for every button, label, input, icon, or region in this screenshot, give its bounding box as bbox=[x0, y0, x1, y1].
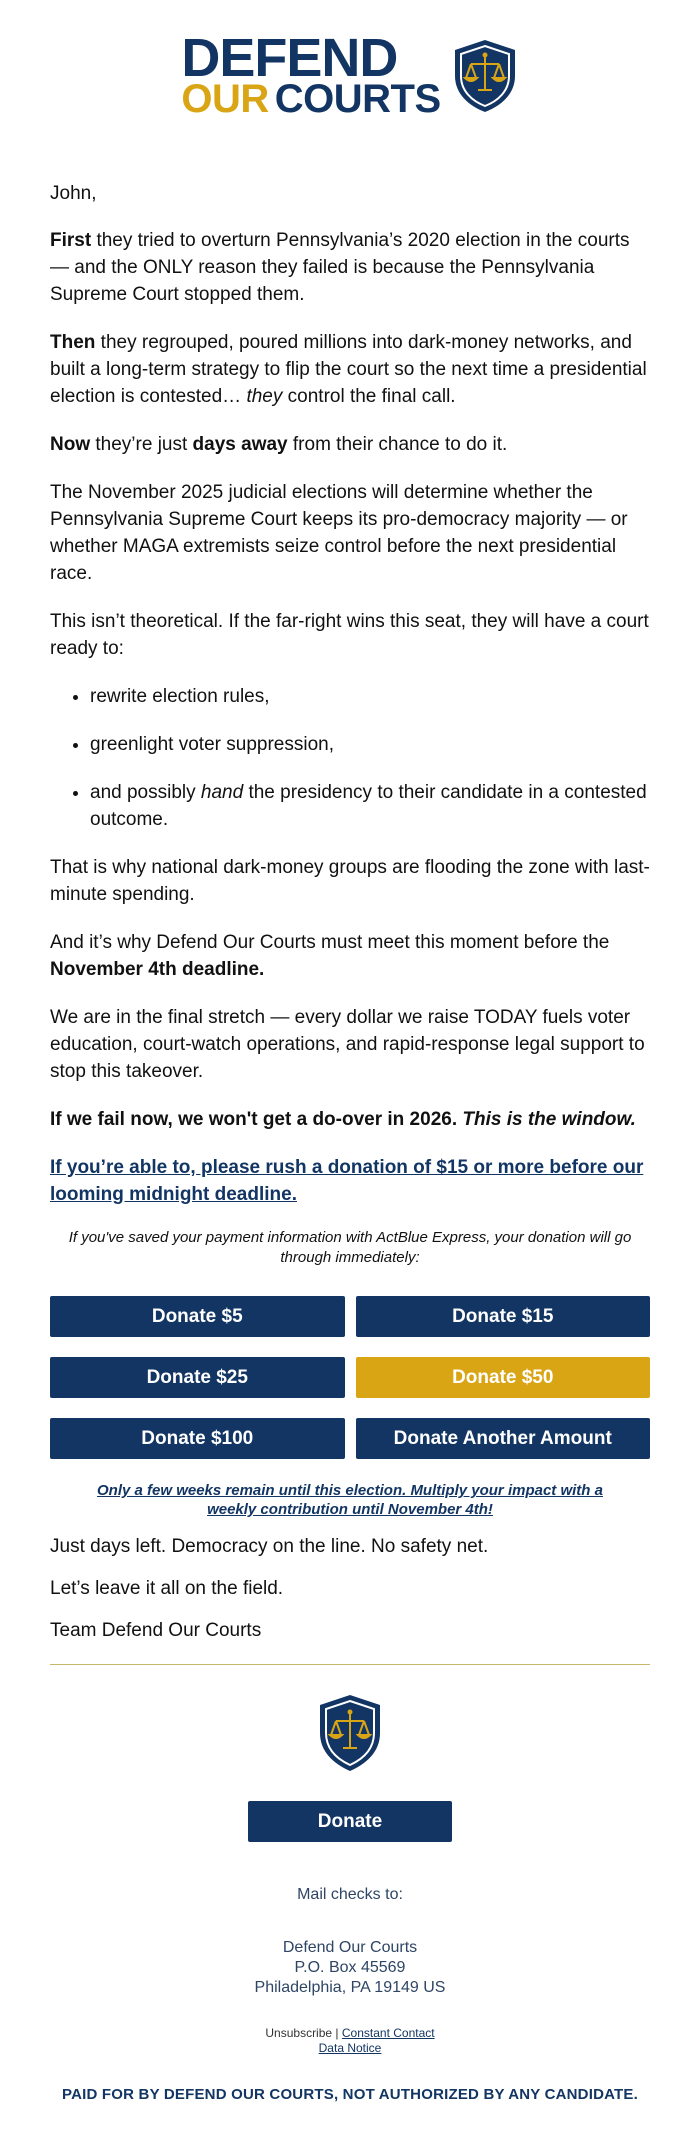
donate-25-button[interactable]: Donate $25 bbox=[50, 1357, 345, 1398]
weekly-contribution-link[interactable]: Only a few weeks remain until this election. Multiply your impact with a weekly contribution until November 4th! bbox=[97, 1482, 603, 1518]
paragraph-elections: The November 2025 judicial elections will determine whether the Pennsylvania Supreme Court keeps its pro-democracy majority — or whether MAGA extremists seize control before the next presidential race. bbox=[50, 482, 628, 584]
footer-donate-button[interactable]: Donate bbox=[248, 1801, 452, 1842]
data-notice-link[interactable]: Data Notice bbox=[318, 2041, 382, 2055]
actblue-note: If you've saved your payment information with ActBlue Express, your donation will go through immediately: bbox=[68, 1229, 632, 1266]
donate-15-button[interactable]: Donate $15 bbox=[356, 1296, 651, 1337]
p3-bold: days away bbox=[192, 434, 288, 455]
list-item bbox=[90, 779, 650, 833]
closing-line-2: Let’s leave it all on the field. bbox=[50, 1578, 284, 1599]
mail-checks-label: Mail checks to: bbox=[297, 1886, 403, 1903]
footer-donate-wrap bbox=[0, 1801, 700, 1842]
p2-lead: Then bbox=[50, 332, 96, 353]
list-item: • rewrite election rules, bbox=[90, 683, 650, 710]
address-org: Defend Our Courts bbox=[282, 1939, 418, 1956]
logo-courts: COURTS bbox=[274, 77, 441, 122]
logo-our-courts bbox=[181, 77, 441, 122]
paragraph-dark-money: That is why national dark-money groups are flooding the zone with last-minute spending. bbox=[50, 857, 650, 905]
logo-wordmark bbox=[181, 27, 441, 122]
unsubscribe-text[interactable]: Unsubscribe bbox=[265, 2026, 333, 2040]
logo-defend: DEFEND bbox=[181, 27, 398, 88]
p9-bold-italic: This is the window. bbox=[462, 1109, 636, 1130]
paragraph-first bbox=[50, 227, 650, 308]
paragraph-final-stretch: We are in the final stretch — every dollar we raise TODAY fuels voter education, court-watch operations, and rapid-response legal support to stop this takeover. bbox=[50, 1007, 645, 1082]
email-body bbox=[0, 180, 700, 1665]
address-po-box: P.O. Box 45569 bbox=[294, 1959, 406, 1976]
p3-lead: Now bbox=[50, 434, 91, 455]
header-logo bbox=[0, 0, 700, 122]
donate-50-button[interactable]: Donate $50 bbox=[356, 1357, 651, 1398]
mailing-address bbox=[0, 1938, 700, 1998]
bullet3-italic: hand bbox=[200, 782, 244, 803]
p7-bold: November 4th deadline. bbox=[50, 959, 265, 980]
link-separator: | bbox=[335, 2026, 339, 2040]
footer-links bbox=[0, 2026, 700, 2056]
p3-end: from their chance to do it. bbox=[287, 434, 508, 455]
paid-for-disclaimer: PAID FOR BY DEFEND OUR COURTS, NOT AUTHORIZED BY ANY CANDIDATE. bbox=[62, 2086, 638, 2103]
closing-line-1: Just days left. Democracy on the line. No safety net. bbox=[50, 1536, 489, 1557]
p1-text: they tried to overturn Pennsylvania’s 2020 election in the courts — and the ONLY reason they failed is because the Pennsylvania Supreme Court stopped them. bbox=[50, 230, 630, 305]
threat-list bbox=[50, 683, 650, 833]
signoff: Team Defend Our Courts bbox=[50, 1620, 262, 1641]
bullet3-post: the presidency to their candidate in a contested outcome. bbox=[90, 782, 647, 830]
footer-divider bbox=[50, 1664, 650, 1665]
paragraph-theoretical: This isn’t theoretical. If the far-right wins this seat, they will have a court ready to: bbox=[50, 611, 649, 659]
p7-pre: And it’s why Defend Our Courts must meet this moment before the bbox=[50, 932, 610, 953]
donate-100-button[interactable]: Donate $100 bbox=[50, 1418, 345, 1459]
shield-scales-icon bbox=[451, 38, 519, 114]
donate-button-grid bbox=[50, 1296, 650, 1459]
p1-lead: First bbox=[50, 230, 92, 251]
p2-text: they regrouped, poured millions into dark-money networks, and built a long-term strategy to flip the court so the next time a presidential election is contested… bbox=[50, 332, 647, 407]
logo-our: OUR bbox=[181, 77, 269, 122]
donate-other-amount-button[interactable]: Donate Another Amount bbox=[356, 1418, 651, 1459]
p3-mid: they’re just bbox=[90, 434, 193, 455]
list-item: • greenlight voter suppression, bbox=[90, 731, 650, 758]
p2-italic: they bbox=[246, 386, 283, 407]
paragraph-now bbox=[50, 431, 650, 458]
paragraph-deadline bbox=[50, 929, 650, 983]
address-city: Philadelphia, PA 19149 US bbox=[254, 1979, 446, 1996]
paragraph-window bbox=[50, 1106, 650, 1133]
p9-bold: If we fail now, we won't get a do-over in 2026. bbox=[50, 1109, 463, 1130]
footer-logo bbox=[0, 1693, 700, 1773]
donate-cta-link[interactable]: If you’re able to, please rush a donation of $15 or more before our looming midnight deadline. bbox=[50, 1157, 644, 1205]
shield-scales-icon bbox=[316, 1693, 384, 1773]
constant-contact-link[interactable]: Constant Contact bbox=[341, 2026, 435, 2040]
donate-5-button[interactable]: Donate $5 bbox=[50, 1296, 345, 1337]
bullet3-pre: and possibly bbox=[90, 782, 201, 803]
greeting: John, bbox=[50, 183, 97, 204]
p2-end: control the final call. bbox=[282, 386, 456, 407]
paragraph-then bbox=[50, 329, 650, 410]
